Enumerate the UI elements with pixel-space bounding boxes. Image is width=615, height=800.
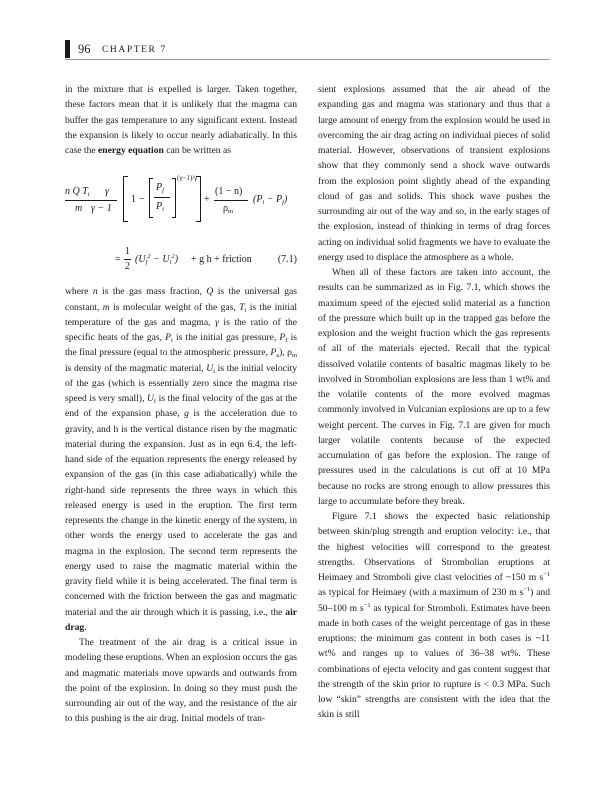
left-column: [65, 82, 297, 727]
paragraph-fig-summary: When all of these factors are taken into account, the results can be summarized as in Fig. 7.1, which shows the maximum speed of the ejected solid material as a function of the pressure which built up in the trapped gas before the explosion and the weight fraction which the gas represents of all of the materials ejected. Recall that the typical dissolved volatile contents of basaltic magmas likely to be involved in Strombolian explosions are less than 1 wt% and the volatile contents of the more evolved magmas commonly involved in Vulcanian explosions are up to a few weight percent. The curves in Fig. 7.1 are given for much larger volatile contents because of the expected accumulation of gas before the explosion. The range of pressures used in the calculations is cut off at 10 MPa because no rocks are strong enough to allow pressures this large to accumulate before they break.: [318, 267, 550, 507]
eq-line2-rest: + g h + friction: [191, 254, 252, 266]
paragraph-air-drag: The treatment of the air drag is a critical issue in modeling these eruptions. When an explosion occurs the gas and magmatic materials move upwards and outwards from the point of the explosion. In doing so they must push the surrounding air out of the way, and the resistance of the air to this pushing is the air drag. Initial models of tran-: [65, 637, 297, 725]
eq-plus: +: [204, 194, 210, 206]
chapter-label: CHAPTER 7: [102, 45, 167, 55]
header-rule: [65, 59, 550, 60]
term-air-drag: air drag: [65, 606, 297, 633]
eq-rho-m: $\rho_m$: [223, 203, 234, 216]
eq-equals: =: [115, 254, 121, 266]
eq-exponent: (γ−1)/γ: [177, 174, 198, 183]
intro-text-end: can be written as: [163, 145, 231, 156]
eq-minus: −: [139, 194, 145, 206]
paragraph-intro: [65, 82, 297, 158]
running-header: [0, 38, 615, 60]
eq-pressure-difference: $(P_i - P_f)$: [253, 194, 288, 207]
eq-numerator-gamma: γ: [105, 186, 109, 198]
eq-bracket-right: [196, 176, 201, 222]
eq-pi: $P_i$: [156, 201, 164, 214]
eq-inner-bracket-left: [149, 178, 153, 218]
paragraph-variables: where n is the gas mass fraction, Q is the universal gas constant, m is molecular weight of the gas, $T_i$ is the initial temperature of the gas and magma, γ is the ratio of the specific heats of the gas, $P_i$ is the initial gas pressure, $P_f$ is the final pressure (equal to the atmospheric pressure, $P_a$), $\rho_m$ is density of the magmatic material, $U_i$ is the initial velocity of the gas (which is essentially zero since the magma rise speed is very small), $U_f$ is the final velocity of the gas at the end of the expansion phase, g is the acceleration due to gravity, and h is the vertical distance risen by the magmatic material during the expansion. Just as in eqn 6.4, the left-hand side of the equation represents the energy released by expansion of the gas (in this case adiabatically) while the right-hand side represents the three ways in which this released energy is used in the eruption. The first term represents the change in the kinetic energy of the system, in other words the energy used to accelerate the gas and magma in the explosion. The second term represents the energy used to raise the magmatic material within the gravity field while it is being accelerated. The final term is concerned with the friction between the gas and magmatic material and the air through which it is passing, i.e., the air drag.: [65, 286, 298, 633]
eq-fraction-line-4: [124, 259, 131, 260]
eq-denominator-m: m: [75, 203, 83, 215]
eq-half-num: 1: [125, 246, 130, 258]
eq-numerator-nqt: n Q $T_i$: [65, 186, 90, 199]
eq-one-minus-n: (1 − n): [215, 186, 243, 198]
eq-inner-bracket-right: [172, 178, 176, 218]
equation-number: (7.1): [277, 254, 297, 266]
eq-one: 1: [131, 194, 136, 206]
term-energy-equation: energy equation: [98, 145, 164, 156]
paragraph-transient-explosions: sient explosions assumed that the air ahead of the expanding gas and magma was stationary and thus that a large amount of energy from the explosion would be used in overcoming the air drag acting on individual pieces of solid material. However, observations of transient explosions show that they commonly send a shock wave outwards from the explosion point slightly ahead of the expanding cloud of gas and solids. This shock wave pushes the surrounding air out of the way and so, in the early stages of the explosion, instead of thinking in terms of drag forces acting on individual solid fragments we have to evaluate the energy used to displace the atmosphere as a whole.: [318, 84, 550, 263]
equation-7-1: [65, 158, 297, 284]
eq-bracket-left: [123, 176, 128, 222]
intro-text: in the mixture that is expelled is larger. Taken together, these factors mean that it is unlikely that the magma can buffer the gas temperature to any significant extent. Instead the expansion is likely to occur nearly adiabatically. In this case the: [65, 84, 297, 156]
eq-half-den: 2: [125, 261, 130, 273]
paragraph-skin-strength: Figure 7.1 shows the expected basic relationship between skin/plug strength and eruption velocity: i.e., that the highest velocities will correspond to the greatest strengths. Observations of Strombolian eruptions at Heimaey and Stromboli give clast velocities of ~150 m $s^{-1}$ as typical for Heimaey (with a maximum of 230 m $s^{-1}$) and 50–100 m $s^{-1}$ as typical for Stromboli. Estimates have been made in both cases of the weight percentage of gas in these eruptions: the minimum gas content in both cases is ~11 wt% and ranges up to values of 36–38 wt%. These combinations of ejecta velocity and gas content suggest that the strength of the skin prior to rupture is < 0.3 MPa. Such low “skin” strengths are consistent with the idea that the skin is still: [318, 511, 551, 721]
eq-pf: $P_f$: [156, 182, 164, 195]
eq-fraction-line-1: [65, 200, 117, 201]
eq-fraction-line-2: [154, 197, 170, 198]
eq-denominator-gamma: γ − 1: [91, 203, 112, 215]
right-column: [318, 82, 550, 723]
page-number: 96: [78, 42, 91, 56]
eq-fraction-line-3: [214, 200, 248, 201]
eq-velocity-diff: $(U_f^2 - U_i^2)$: [135, 253, 179, 267]
header-bar: [65, 40, 70, 58]
